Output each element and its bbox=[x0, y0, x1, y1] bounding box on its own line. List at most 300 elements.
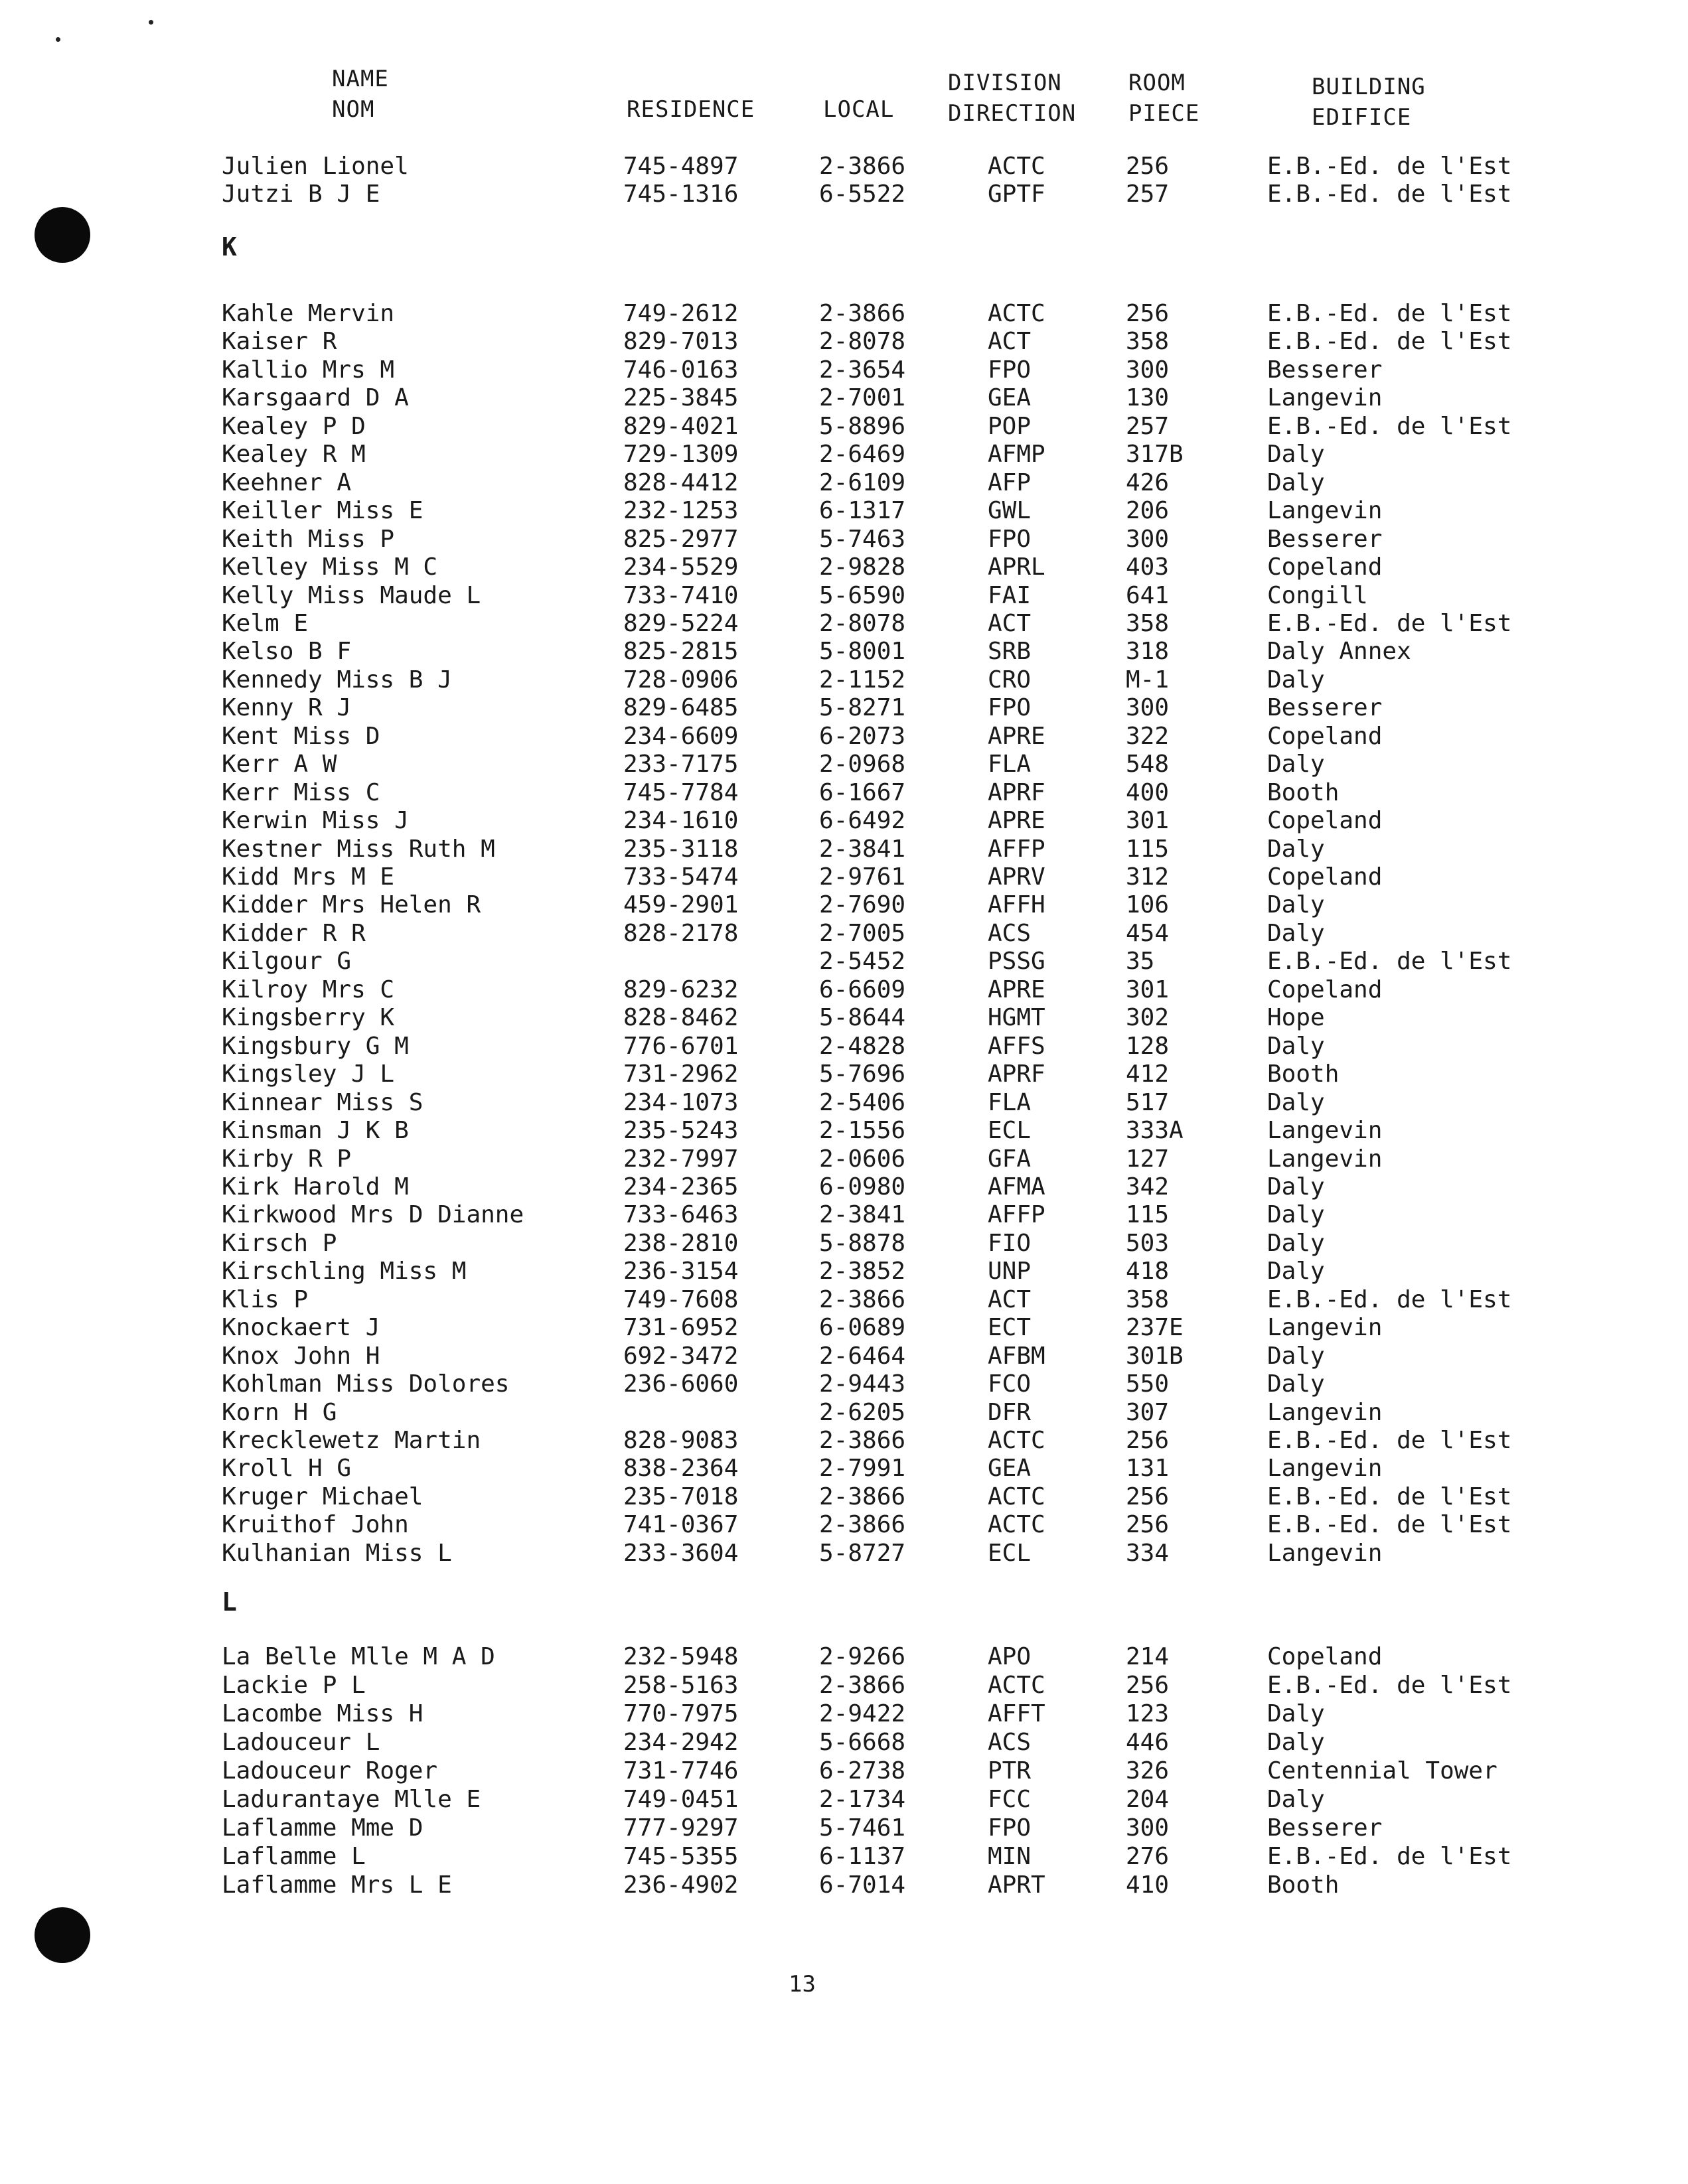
entry-local: 2-7005 bbox=[819, 920, 906, 947]
header-division bbox=[948, 68, 1076, 129]
entry-name: Ladouceur L bbox=[222, 1729, 380, 1756]
entry-room: 128 bbox=[1126, 1033, 1170, 1060]
list-item bbox=[0, 1814, 1688, 1842]
entry-room: 256 bbox=[1126, 1483, 1170, 1510]
entry-building: Daly bbox=[1267, 1230, 1325, 1257]
entry-residence: 233-3604 bbox=[623, 1540, 739, 1567]
entry-division: APRE bbox=[988, 807, 1045, 834]
entry-division: AFP bbox=[988, 469, 1032, 496]
entry-local: 5-6668 bbox=[819, 1729, 906, 1756]
entry-building: Daly bbox=[1267, 836, 1325, 863]
entry-residence: 225-3845 bbox=[623, 384, 739, 411]
entry-room: 454 bbox=[1126, 920, 1170, 947]
entry-building: E.B.-Ed. de l'Est bbox=[1267, 1483, 1512, 1510]
list-item bbox=[0, 1786, 1688, 1814]
entry-local: 2-4828 bbox=[819, 1033, 906, 1060]
entry-room: 358 bbox=[1126, 1286, 1170, 1313]
entry-name: Knockaert J bbox=[222, 1314, 380, 1341]
entry-local: 6-1317 bbox=[819, 497, 906, 524]
entry-building: E.B.-Ed. de l'Est bbox=[1267, 153, 1512, 180]
entry-name: Kroll H G bbox=[222, 1455, 352, 1482]
entry-building: Langevin bbox=[1267, 384, 1383, 411]
entry-room: 301 bbox=[1126, 976, 1170, 1003]
entry-residence: 828-2178 bbox=[623, 920, 739, 947]
entry-residence: 829-6232 bbox=[623, 976, 739, 1003]
entry-local: 2-0968 bbox=[819, 751, 906, 778]
entry-residence: 234-6609 bbox=[623, 723, 739, 750]
header-building bbox=[1312, 72, 1426, 133]
entry-division: ACTC bbox=[988, 1511, 1045, 1538]
entry-building: Langevin bbox=[1267, 1117, 1383, 1144]
entry-residence: 829-4021 bbox=[623, 413, 739, 440]
entry-name: Kirk Harold M bbox=[222, 1173, 409, 1201]
entry-name: Klis P bbox=[222, 1286, 309, 1313]
entry-room: 318 bbox=[1126, 638, 1170, 665]
entry-room: 300 bbox=[1126, 526, 1170, 553]
entry-division: ECL bbox=[988, 1117, 1032, 1144]
list-item bbox=[0, 328, 1688, 356]
entry-room: 334 bbox=[1126, 1540, 1170, 1567]
header-room-en: ROOM bbox=[1128, 70, 1186, 96]
entry-building: Langevin bbox=[1267, 1314, 1383, 1341]
list-item bbox=[0, 863, 1688, 891]
entry-residence: 234-2942 bbox=[623, 1729, 739, 1756]
entry-room: 403 bbox=[1126, 553, 1170, 581]
entry-room: 206 bbox=[1126, 497, 1170, 524]
entry-name: Julien Lionel bbox=[222, 153, 409, 180]
entry-division: APRE bbox=[988, 976, 1045, 1003]
entry-name: Karsgaard D A bbox=[222, 384, 409, 411]
entry-room: 358 bbox=[1126, 328, 1170, 355]
entry-building: Besserer bbox=[1267, 526, 1383, 553]
entry-division: FCO bbox=[988, 1370, 1032, 1398]
entry-name: Kruithof John bbox=[222, 1511, 409, 1538]
entry-building: Daly bbox=[1267, 1173, 1325, 1201]
entry-building: Daly bbox=[1267, 920, 1325, 947]
entry-building: Copeland bbox=[1267, 976, 1383, 1003]
entry-room: 276 bbox=[1126, 1843, 1170, 1870]
entry-division: APRV bbox=[988, 863, 1045, 891]
entry-room: 307 bbox=[1126, 1399, 1170, 1426]
entry-room: 300 bbox=[1126, 694, 1170, 721]
entry-building: E.B.-Ed. de l'Est bbox=[1267, 413, 1512, 440]
header-residence-label: RESIDENCE bbox=[627, 96, 755, 123]
entry-building: Daly bbox=[1267, 1700, 1325, 1727]
entry-name: Kirsch P bbox=[222, 1230, 337, 1257]
entry-local: 5-8644 bbox=[819, 1004, 906, 1031]
list-item bbox=[0, 1060, 1688, 1088]
entry-name: Kirby R P bbox=[222, 1145, 352, 1173]
entry-residence: 829-7013 bbox=[623, 328, 739, 355]
entry-building: Daly bbox=[1267, 751, 1325, 778]
entry-name: Kent Miss D bbox=[222, 723, 380, 750]
entry-local: 2-3866 bbox=[819, 1483, 906, 1510]
entry-room: 426 bbox=[1126, 469, 1170, 496]
entry-residence: 749-7608 bbox=[623, 1286, 739, 1313]
entry-division: APRL bbox=[988, 553, 1045, 581]
entry-residence: 234-2365 bbox=[623, 1173, 739, 1201]
entry-name: Kohlman Miss Dolores bbox=[222, 1370, 510, 1398]
entry-building: Langevin bbox=[1267, 1145, 1383, 1173]
entry-residence: 731-2962 bbox=[623, 1060, 739, 1088]
entry-room: 204 bbox=[1126, 1786, 1170, 1813]
entry-residence: 828-9083 bbox=[623, 1427, 739, 1454]
entry-room: 35 bbox=[1126, 948, 1155, 975]
entry-name: Kingsberry K bbox=[222, 1004, 395, 1031]
entry-local: 2-5406 bbox=[819, 1089, 906, 1116]
entry-local: 2-3866 bbox=[819, 1286, 906, 1313]
list-item bbox=[0, 1757, 1688, 1785]
list-item bbox=[0, 779, 1688, 807]
entry-residence: 776-6701 bbox=[623, 1033, 739, 1060]
list-item bbox=[0, 1843, 1688, 1871]
entry-name: Kealey P D bbox=[222, 413, 366, 440]
entry-local: 2-3866 bbox=[819, 300, 906, 327]
list-item bbox=[0, 1004, 1688, 1032]
list-item bbox=[0, 1643, 1688, 1671]
entry-residence: 838-2364 bbox=[623, 1455, 739, 1482]
list-item bbox=[0, 384, 1688, 412]
entry-residence: 232-1253 bbox=[623, 497, 739, 524]
entry-room: 412 bbox=[1126, 1060, 1170, 1088]
entry-local: 2-6464 bbox=[819, 1343, 906, 1370]
punch-hole-top bbox=[35, 207, 90, 263]
entry-building: E.B.-Ed. de l'Est bbox=[1267, 1672, 1512, 1699]
entry-local: 2-3866 bbox=[819, 1511, 906, 1538]
entry-local: 2-6205 bbox=[819, 1399, 906, 1426]
list-item bbox=[0, 1427, 1688, 1455]
entry-division: SRB bbox=[988, 638, 1032, 665]
entry-division: AFMP bbox=[988, 441, 1045, 468]
entry-local: 5-7461 bbox=[819, 1814, 906, 1842]
entry-division: PTR bbox=[988, 1757, 1032, 1784]
entry-local: 2-7991 bbox=[819, 1455, 906, 1482]
list-item bbox=[0, 300, 1688, 328]
entry-name: Kestner Miss Ruth M bbox=[222, 836, 495, 863]
entry-room: 300 bbox=[1126, 1814, 1170, 1842]
entry-division: GWL bbox=[988, 497, 1032, 524]
entry-local: 5-8001 bbox=[819, 638, 906, 665]
entry-name: Keith Miss P bbox=[222, 526, 395, 553]
entry-local: 2-9443 bbox=[819, 1370, 906, 1398]
entry-division: UNP bbox=[988, 1258, 1032, 1285]
entry-name: Krecklewetz Martin bbox=[222, 1427, 481, 1454]
entry-room: 301B bbox=[1126, 1343, 1184, 1370]
entry-residence: 731-6952 bbox=[623, 1314, 739, 1341]
entry-name: Laflamme L bbox=[222, 1843, 366, 1870]
speck bbox=[56, 37, 60, 42]
entry-division: FAI bbox=[988, 582, 1032, 609]
entry-local: 6-2738 bbox=[819, 1757, 906, 1784]
entry-name: Laflamme Mme D bbox=[222, 1814, 423, 1842]
list-item bbox=[0, 413, 1688, 441]
list-item bbox=[0, 920, 1688, 948]
entry-division: FPO bbox=[988, 526, 1032, 553]
entry-name: Kingsbury G M bbox=[222, 1033, 409, 1060]
entry-residence: 829-6485 bbox=[623, 694, 739, 721]
entry-building: Langevin bbox=[1267, 1399, 1383, 1426]
entry-local: 6-6609 bbox=[819, 976, 906, 1003]
entry-division: ACS bbox=[988, 1729, 1032, 1756]
list-item bbox=[0, 976, 1688, 1004]
entry-room: 358 bbox=[1126, 610, 1170, 637]
entry-division: CRO bbox=[988, 666, 1032, 693]
entry-local: 5-7463 bbox=[819, 526, 906, 553]
entry-local: 2-8078 bbox=[819, 610, 906, 637]
list-item bbox=[0, 836, 1688, 863]
entry-local: 2-7001 bbox=[819, 384, 906, 411]
entry-residence: 828-8462 bbox=[623, 1004, 739, 1031]
entry-residence: 828-4412 bbox=[623, 469, 739, 496]
list-item bbox=[0, 1230, 1688, 1258]
entry-local: 2-3866 bbox=[819, 1672, 906, 1699]
entry-local: 5-7696 bbox=[819, 1060, 906, 1088]
entry-name: Laflamme Mrs L E bbox=[222, 1871, 452, 1899]
entry-division: AFFP bbox=[988, 836, 1045, 863]
entry-room: 517 bbox=[1126, 1089, 1170, 1116]
entry-residence: 236-6060 bbox=[623, 1370, 739, 1398]
entry-local: 6-2073 bbox=[819, 723, 906, 750]
entry-division: PSSG bbox=[988, 948, 1045, 975]
entry-name: Kingsley J L bbox=[222, 1060, 395, 1088]
entry-building: E.B.-Ed. de l'Est bbox=[1267, 1286, 1512, 1313]
entry-room: 342 bbox=[1126, 1173, 1170, 1201]
entry-building: Daly bbox=[1267, 1089, 1325, 1116]
entry-name: Keehner A bbox=[222, 469, 352, 496]
entry-local: 2-1152 bbox=[819, 666, 906, 693]
list-item bbox=[0, 610, 1688, 638]
list-item bbox=[0, 1145, 1688, 1173]
entry-room: 333A bbox=[1126, 1117, 1184, 1144]
entry-division: POP bbox=[988, 413, 1032, 440]
entry-room: 326 bbox=[1126, 1757, 1170, 1784]
entry-residence: 238-2810 bbox=[623, 1230, 739, 1257]
header-room bbox=[1128, 68, 1199, 129]
header-name-en: NAME bbox=[332, 66, 389, 92]
list-item bbox=[0, 1672, 1688, 1700]
list-item bbox=[0, 441, 1688, 469]
entry-division: APRE bbox=[988, 723, 1045, 750]
entry-name: Kilroy Mrs C bbox=[222, 976, 395, 1003]
header-name-fr: NOM bbox=[332, 96, 375, 123]
page-number: 13 bbox=[789, 1971, 816, 1998]
entry-local: 2-6469 bbox=[819, 441, 906, 468]
entry-building: Centennial Tower bbox=[1267, 1757, 1497, 1784]
entry-room: 410 bbox=[1126, 1871, 1170, 1899]
entry-residence: 829-5224 bbox=[623, 610, 739, 637]
entry-room: 548 bbox=[1126, 751, 1170, 778]
table-header bbox=[0, 64, 1688, 137]
entry-building: Daly bbox=[1267, 1729, 1325, 1756]
entry-residence: 459-2901 bbox=[623, 891, 739, 918]
entry-local: 2-3654 bbox=[819, 356, 906, 384]
entry-residence: 745-7784 bbox=[623, 779, 739, 806]
entry-division: ACT bbox=[988, 328, 1032, 355]
entry-division: FPO bbox=[988, 1814, 1032, 1842]
entry-division: AFMA bbox=[988, 1173, 1045, 1201]
list-item bbox=[0, 948, 1688, 976]
header-room-fr: PIECE bbox=[1128, 100, 1200, 127]
entry-local: 2-1556 bbox=[819, 1117, 906, 1144]
list-item bbox=[0, 1370, 1688, 1398]
entry-local: 6-6492 bbox=[819, 807, 906, 834]
list-item bbox=[0, 751, 1688, 778]
list-item bbox=[0, 694, 1688, 722]
entry-building: Booth bbox=[1267, 1060, 1340, 1088]
entry-local: 2-9761 bbox=[819, 863, 906, 891]
entry-name: Kerwin Miss J bbox=[222, 807, 409, 834]
list-item bbox=[0, 1399, 1688, 1427]
entry-building: Copeland bbox=[1267, 1643, 1383, 1670]
entry-building: Daly bbox=[1267, 666, 1325, 693]
entry-division: FLA bbox=[988, 751, 1032, 778]
entry-name: Keiller Miss E bbox=[222, 497, 423, 524]
entry-room: 418 bbox=[1126, 1258, 1170, 1285]
entry-building: Besserer bbox=[1267, 694, 1383, 721]
entry-residence: 770-7975 bbox=[623, 1700, 739, 1727]
entry-local: 2-7690 bbox=[819, 891, 906, 918]
entry-division: GEA bbox=[988, 1455, 1032, 1482]
list-item bbox=[0, 1201, 1688, 1229]
entry-residence: 733-6463 bbox=[623, 1201, 739, 1228]
entry-name: Kelm E bbox=[222, 610, 309, 637]
list-item bbox=[0, 553, 1688, 581]
entry-room: 115 bbox=[1126, 1201, 1170, 1228]
entry-room: 550 bbox=[1126, 1370, 1170, 1398]
entry-residence: 234-1073 bbox=[623, 1089, 739, 1116]
entry-name: Kenny R J bbox=[222, 694, 352, 721]
entry-building: Copeland bbox=[1267, 863, 1383, 891]
list-item bbox=[0, 1286, 1688, 1314]
entry-name: Kahle Mervin bbox=[222, 300, 395, 327]
entry-division: AFFT bbox=[988, 1700, 1045, 1727]
entry-local: 6-1667 bbox=[819, 779, 906, 806]
entry-name: Kidder Mrs Helen R bbox=[222, 891, 481, 918]
speck bbox=[149, 20, 153, 25]
entry-division: GEA bbox=[988, 384, 1032, 411]
punch-hole-bottom bbox=[35, 1907, 90, 1963]
entry-residence: 728-0906 bbox=[623, 666, 739, 693]
header-residence bbox=[627, 94, 755, 125]
entry-name: Kelly Miss Maude L bbox=[222, 582, 481, 609]
entry-building: Daly bbox=[1267, 1033, 1325, 1060]
entry-local: 6-1137 bbox=[819, 1843, 906, 1870]
entry-building: Langevin bbox=[1267, 1455, 1383, 1482]
list-item bbox=[0, 1314, 1688, 1342]
entry-building: E.B.-Ed. de l'Est bbox=[1267, 328, 1512, 355]
entry-local: 5-6590 bbox=[819, 582, 906, 609]
section-letter-k: K bbox=[222, 232, 237, 261]
list-item bbox=[0, 356, 1688, 384]
entry-name: Kelley Miss M C bbox=[222, 553, 438, 581]
entry-division: ACTC bbox=[988, 1672, 1045, 1699]
entry-name: Kinnear Miss S bbox=[222, 1089, 423, 1116]
entry-name: Korn H G bbox=[222, 1399, 337, 1426]
entry-local: 5-8271 bbox=[819, 694, 906, 721]
entry-division: ACTC bbox=[988, 1483, 1045, 1510]
entry-room: 257 bbox=[1126, 181, 1170, 208]
list-item bbox=[0, 1511, 1688, 1539]
entry-building: Congill bbox=[1267, 582, 1368, 609]
list-item bbox=[0, 723, 1688, 751]
entry-residence: 733-5474 bbox=[623, 863, 739, 891]
entry-room: 400 bbox=[1126, 779, 1170, 806]
entry-local: 2-3866 bbox=[819, 1427, 906, 1454]
entry-local: 2-9828 bbox=[819, 553, 906, 581]
entry-local: 2-5452 bbox=[819, 948, 906, 975]
entry-room: 322 bbox=[1126, 723, 1170, 750]
entry-name: Kinsman J K B bbox=[222, 1117, 409, 1144]
list-item bbox=[0, 582, 1688, 610]
entry-residence: 746-0163 bbox=[623, 356, 739, 384]
entry-room: 317B bbox=[1126, 441, 1184, 468]
section-letter-l: L bbox=[222, 1587, 237, 1617]
entry-room: 237E bbox=[1126, 1314, 1184, 1341]
entry-building: Langevin bbox=[1267, 1540, 1383, 1567]
entry-name: Kerr A W bbox=[222, 751, 337, 778]
list-item bbox=[0, 1258, 1688, 1285]
entry-room: 446 bbox=[1126, 1729, 1170, 1756]
entry-name: Kirschling Miss M bbox=[222, 1258, 467, 1285]
entry-name: Lackie P L bbox=[222, 1672, 366, 1699]
entry-local: 2-9266 bbox=[819, 1643, 906, 1670]
entry-building: Copeland bbox=[1267, 807, 1383, 834]
entry-residence: 234-1610 bbox=[623, 807, 739, 834]
entry-room: 256 bbox=[1126, 1427, 1170, 1454]
entry-room: 130 bbox=[1126, 384, 1170, 411]
entry-residence: 749-2612 bbox=[623, 300, 739, 327]
list-item bbox=[0, 181, 1688, 208]
entry-building: Booth bbox=[1267, 779, 1340, 806]
list-item bbox=[0, 1343, 1688, 1370]
entry-division: HGMT bbox=[988, 1004, 1045, 1031]
list-item bbox=[0, 1871, 1688, 1899]
entry-residence: 236-4902 bbox=[623, 1871, 739, 1899]
entry-division: ACTC bbox=[988, 153, 1045, 180]
entry-room: 312 bbox=[1126, 863, 1170, 891]
entry-division: FCC bbox=[988, 1786, 1032, 1813]
entry-division: GPTF bbox=[988, 181, 1045, 208]
entry-building: Daly bbox=[1267, 1786, 1325, 1813]
list-item bbox=[0, 1700, 1688, 1728]
entry-room: 257 bbox=[1126, 413, 1170, 440]
entry-name: Kerr Miss C bbox=[222, 779, 380, 806]
entry-residence: 745-4897 bbox=[623, 153, 739, 180]
entry-residence: 258-5163 bbox=[623, 1672, 739, 1699]
entry-residence: 692-3472 bbox=[623, 1343, 739, 1370]
entry-room: 256 bbox=[1126, 1511, 1170, 1538]
header-local bbox=[823, 94, 894, 125]
entry-local: 5-8896 bbox=[819, 413, 906, 440]
list-item bbox=[0, 526, 1688, 553]
list-item bbox=[0, 469, 1688, 497]
entry-room: 214 bbox=[1126, 1643, 1170, 1670]
entry-building: Besserer bbox=[1267, 356, 1383, 384]
entry-local: 2-3841 bbox=[819, 1201, 906, 1228]
entry-residence: 233-7175 bbox=[623, 751, 739, 778]
entry-division: ACTC bbox=[988, 300, 1045, 327]
entry-local: 6-0689 bbox=[819, 1314, 906, 1341]
entry-name: Kealey R M bbox=[222, 441, 366, 468]
list-item bbox=[0, 1033, 1688, 1060]
entry-residence: 234-5529 bbox=[623, 553, 739, 581]
entry-room: M-1 bbox=[1126, 666, 1170, 693]
entry-room: 123 bbox=[1126, 1700, 1170, 1727]
entry-room: 641 bbox=[1126, 582, 1170, 609]
entry-local: 2-3841 bbox=[819, 836, 906, 863]
entry-division: GFA bbox=[988, 1145, 1032, 1173]
entry-room: 300 bbox=[1126, 356, 1170, 384]
